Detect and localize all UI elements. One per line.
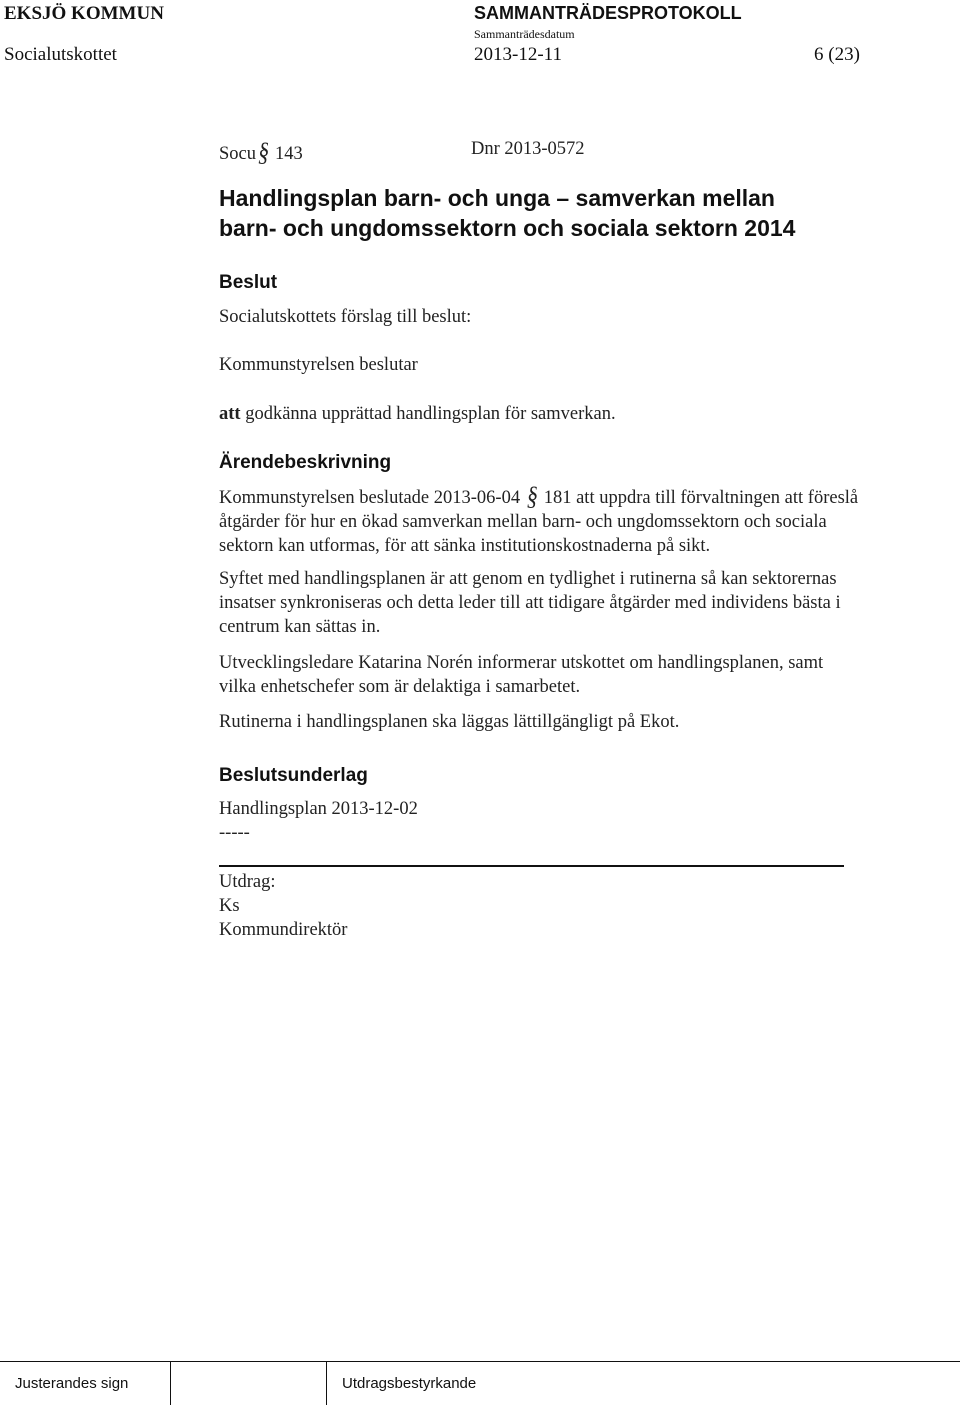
footer-divider: [170, 1362, 171, 1405]
paragraph-line: Rutinerna i handlingsplanen ska läggas lättillgängligt på Ekot.: [219, 712, 680, 732]
beslut-subject: Kommunstyrelsen beslutar: [219, 355, 418, 375]
section-sign-icon: §: [258, 136, 269, 167]
paragraph-line: åtgärder för hur en ökad samverkan mellan barn- och ungdomssektorn och sociala: [219, 512, 827, 532]
section-sign-icon: §: [526, 480, 538, 511]
document-type: SAMMANTRÄDESPROTOKOLL: [474, 3, 742, 23]
case-title-line2: barn- och ungdomssektorn och sociala sektorn 2014: [219, 215, 796, 241]
case-reference: [219, 136, 303, 167]
case-dnr: Dnr 2013-0572: [471, 139, 585, 159]
paragraph-line: insatser synkroniseras och detta leder till att tidigare åtgärder med individens bästa i: [219, 593, 841, 613]
arende-paragraph-4: [219, 710, 919, 734]
paragraph-line: sektorn kan utformas, för att sänka institutionskostnaderna på sikt.: [219, 536, 711, 556]
paragraph-line: [219, 480, 919, 511]
paragraph-line: Syftet med handlingsplanen är att genom en tydlighet i rutinerna så kan sektorernas: [219, 569, 837, 589]
case-prefix: Socu: [219, 144, 256, 164]
beslut-att-clause: [219, 404, 616, 425]
justerandes-sign-label: Justerandes sign: [15, 1375, 129, 1392]
separator-line: [219, 865, 844, 867]
beslutsunderlag-heading: Beslutsunderlag: [219, 765, 368, 786]
footer-divider: [326, 1362, 327, 1405]
text-run: Kommunstyrelsen beslutade 2013-06-04: [219, 488, 521, 508]
beslut-heading: Beslut: [219, 272, 278, 293]
utdrag-recipient: Ks: [219, 896, 240, 916]
paragraph-line: Utvecklingsledare Katarina Norén informerar utskottet om handlingsplanen, samt: [219, 653, 824, 673]
arendebeskrivning-heading: Ärendebeskrivning: [219, 452, 392, 473]
utdrag-recipient: Kommundirektör: [219, 920, 348, 940]
arende-paragraph-2: [219, 567, 919, 639]
page-number: 6 (23): [814, 44, 860, 65]
paragraph-line: vilka enhetschefer som är delaktiga i samarbetet.: [219, 677, 581, 697]
department-name: Socialutskottet: [4, 44, 117, 65]
organization-name: EKSJÖ KOMMUN: [4, 3, 164, 24]
arende-paragraph-3: [219, 651, 919, 699]
att-keyword: att: [219, 404, 241, 424]
case-title-line1: Handlingsplan barn- och unga – samverkan mellan: [219, 185, 775, 211]
separator-dashes: -----: [219, 823, 250, 843]
meeting-date-label: Sammanträdesdatum: [474, 27, 575, 41]
meeting-date: 2013-12-11: [474, 44, 562, 65]
text-run: 181 att uppdra till förvaltningen att föreslå: [543, 488, 859, 508]
arende-paragraph-1: [219, 480, 919, 558]
utdrag-label: Utdrag:: [219, 872, 276, 892]
case-number: 143: [275, 144, 303, 164]
beslutsunderlag-item: Handlingsplan 2013-12-02: [219, 799, 418, 819]
beslut-proposal: Socialutskottets förslag till beslut:: [219, 307, 472, 327]
utdragsbestyrkande-label: Utdragsbestyrkande: [342, 1375, 477, 1392]
signature-footer: [0, 1361, 960, 1404]
att-text: godkänna upprättad handlingsplan för samverkan.: [245, 404, 616, 424]
paragraph-line: centrum kan sättas in.: [219, 617, 381, 637]
